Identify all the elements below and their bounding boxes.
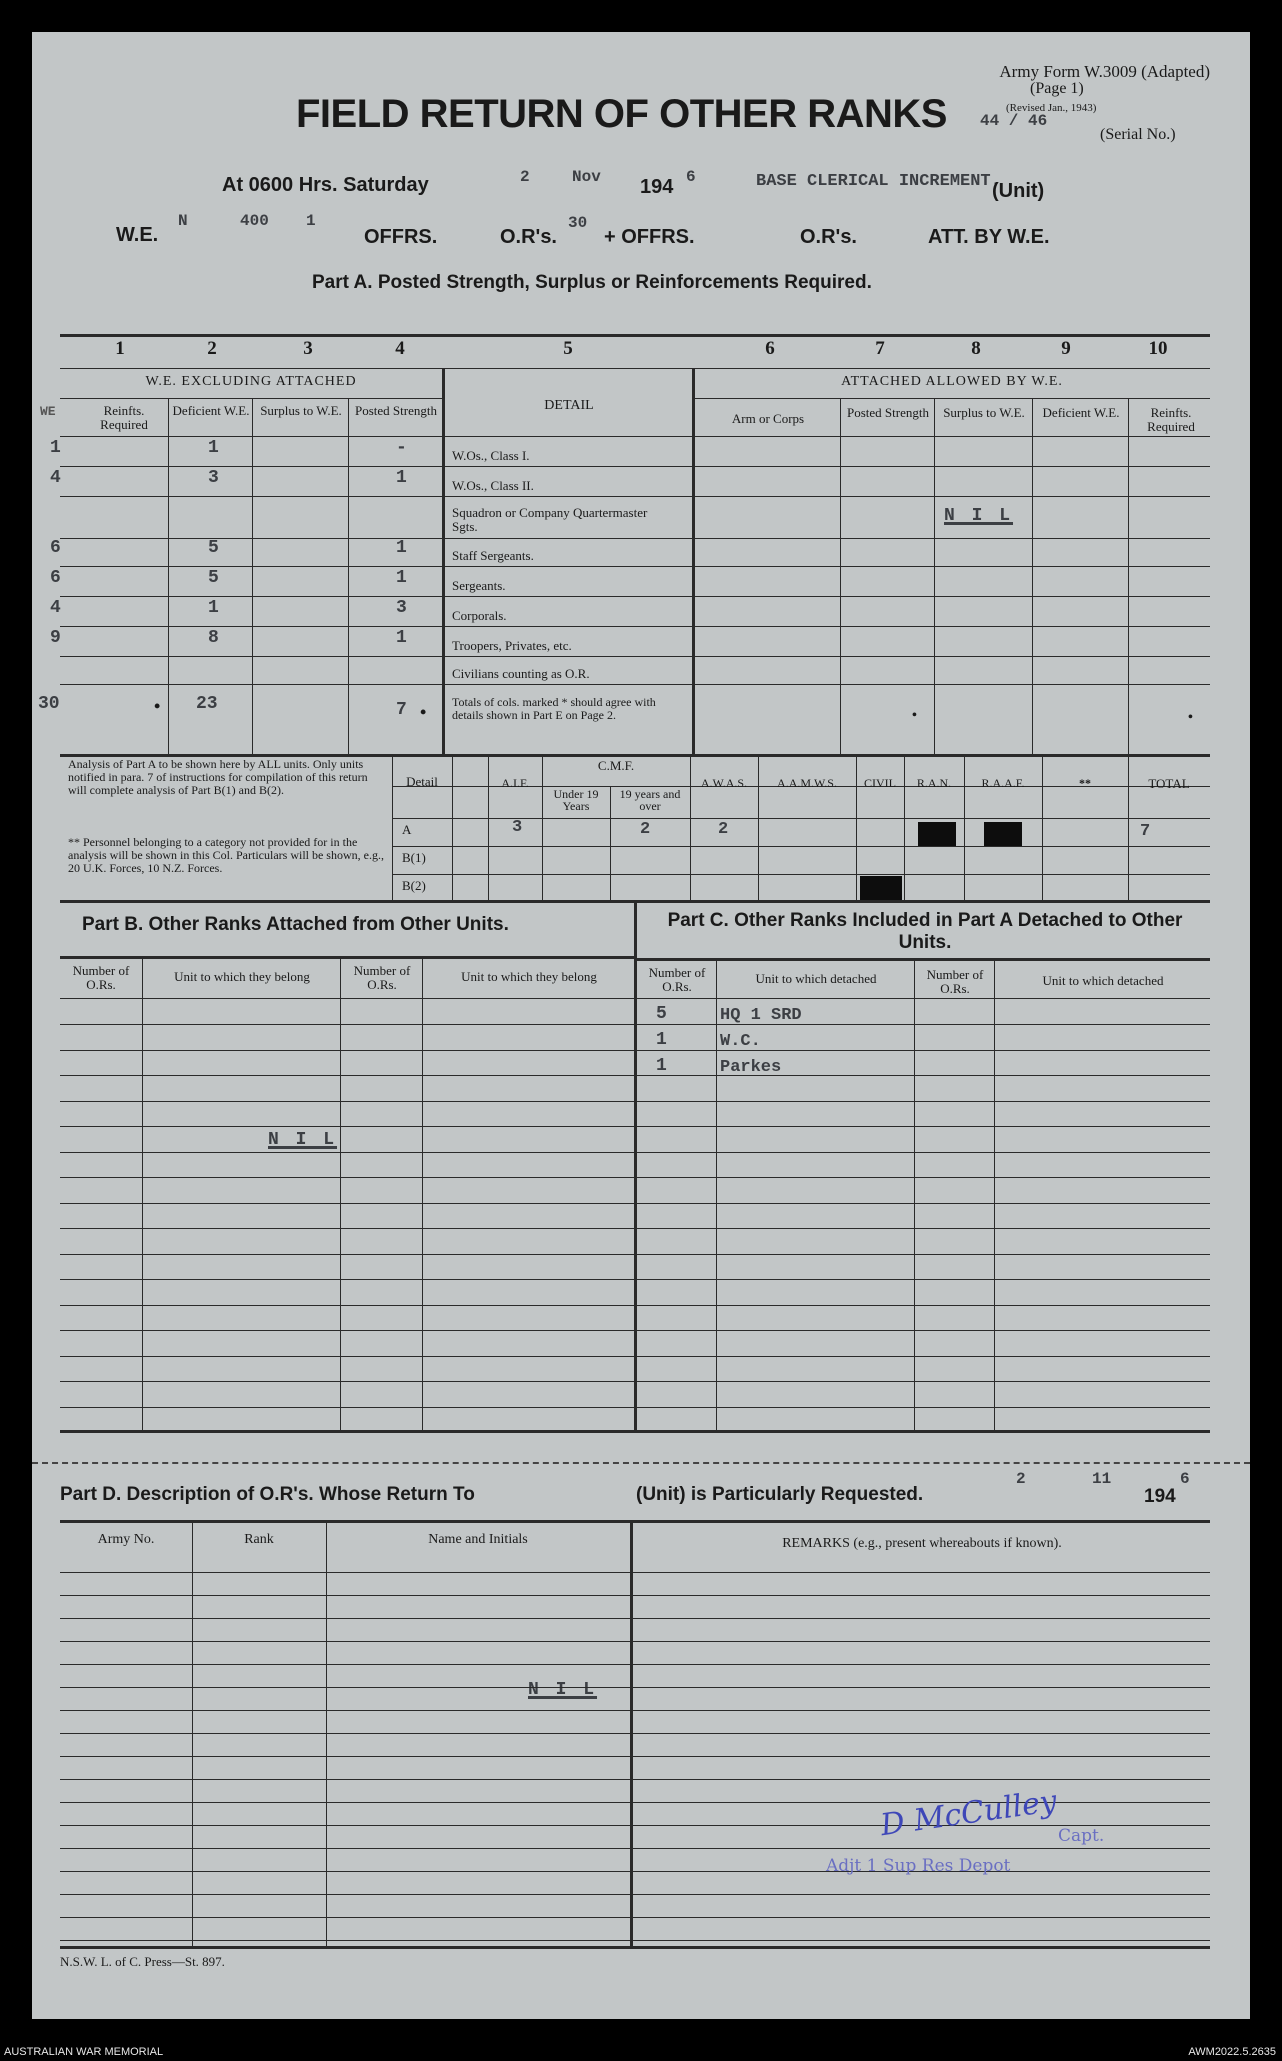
table-row-line (60, 1871, 1210, 1872)
part-b-title: Part B. Other Ranks Attached from Other Units. (82, 914, 509, 935)
analysis-under19-head: Under 19 Years (553, 787, 599, 813)
we-value-1: N (178, 212, 188, 230)
part-d-head-remarks: REMARKS (e.g., present whereabouts if known). (782, 1536, 1062, 1551)
totals-posted-mark: • (420, 702, 427, 722)
signature: D McCulley (878, 1783, 1059, 1844)
totals-we: 30 (38, 694, 60, 714)
col-num-9: 9 (1061, 338, 1071, 359)
table-row-line (60, 1126, 1210, 1127)
analysis-cmf-head: C.M.F. (597, 758, 635, 773)
table-row-line (60, 1917, 1210, 1918)
row-sgt-detail: Sergeants. (452, 578, 506, 593)
revised-date: (Revised Jan., 1943) (1006, 102, 1097, 114)
row-cpl-we: 4 (50, 598, 61, 618)
col-num-8: 8 (971, 338, 981, 359)
unit-label: (Unit) (992, 180, 1045, 202)
part-c-head-unit-1: Unit to which detached (755, 971, 877, 986)
table-row-line (60, 1687, 1210, 1688)
row-ssgt-posted: 1 (396, 538, 407, 558)
part-c-row3-unit: Parkes (720, 1058, 782, 1077)
analysis-other-head: ** (1079, 776, 1091, 790)
totals-detail: Totals of cols. marked * should agree with details shown in Part E on Page 2. (452, 695, 656, 722)
analysis-row-b2: B(2) (402, 878, 426, 893)
table-row-line (60, 1595, 1210, 1596)
head-posted-strength: Posted Strength (355, 403, 437, 418)
head-arm-or-corps: Arm or Corps (731, 411, 805, 426)
part-b-head-num-1: Number of O.Rs. (72, 963, 130, 992)
head-att-deficient: Deficient W.E. (1042, 405, 1120, 420)
adjutant-stamp: Adjt 1 Sup Res Depot (826, 1856, 1011, 1876)
row-sqms-detail: Squadron or Company Quartermaster Sgts. (452, 505, 648, 534)
part-d-head-name: Name and Initials (428, 1532, 528, 1547)
part-c-head-unit-2: Unit to which detached (1042, 973, 1164, 988)
table-row-line (60, 1228, 1210, 1229)
redaction-raaf (984, 822, 1022, 846)
part-c-row3-num: 1 (656, 1056, 667, 1076)
row-sgt-posted: 1 (396, 568, 407, 588)
tear-line (32, 1462, 1250, 1464)
row-ssgt-deficient: 5 (208, 538, 219, 558)
col-num-2: 2 (207, 338, 217, 359)
we-excluding-attached-heading: W.E. EXCLUDING ATTACHED (145, 374, 357, 389)
part-b-head-unit-1: Unit to which they belong (174, 969, 310, 984)
footer-accession: AWM2022.5.2635 (1188, 2046, 1276, 2058)
row-cpl-posted: 3 (396, 598, 407, 618)
row-pte-detail: Troopers, Privates, etc. (452, 638, 572, 653)
analysis-aamws-head: A.A.M.W.S. (777, 776, 837, 790)
we-label: W.E. (116, 224, 159, 246)
row-wo2-deficient: 3 (208, 468, 219, 488)
report-day: 2 (520, 168, 530, 186)
table-row-line (60, 1894, 1210, 1895)
analysis-note-1: Analysis of Part A to be shown here by ALL units. Only units notified in para. 7 of instructions for compilation of this return will complete analysis of Part B(1) and B(2). (68, 757, 368, 797)
table-row-line (60, 1825, 1210, 1826)
serial-label: (Serial No.) (1100, 126, 1176, 143)
row-wo2-we: 4 (50, 468, 61, 488)
part-d-date-month: 11 (1092, 1470, 1112, 1488)
table-row-line (60, 1572, 1210, 1573)
table-row-line (60, 1152, 1210, 1153)
analysis-a-total: 7 (1140, 822, 1157, 841)
head-surplus-to-we: Surplus to W.E. (260, 403, 342, 418)
row-sgt-deficient: 5 (208, 568, 219, 588)
row-cpl-detail: Corporals. (452, 608, 507, 623)
row-sgt-we: 6 (50, 568, 61, 588)
part-c-title: Part C. Other Ranks Included in Part A Detached to Other Units. (667, 910, 1183, 953)
plus-offrs-label: + OFFRS. (604, 226, 695, 248)
ors-label-2: O.R's. (800, 226, 857, 248)
analysis-aif-head: A.I.F. (501, 776, 529, 790)
row-wo2-detail: W.Os., Class II. (452, 478, 534, 493)
col-num-3: 3 (303, 338, 313, 359)
part-d-nil: N I L (528, 1680, 598, 1700)
analysis-over19-head: 19 years and over (619, 787, 681, 813)
serial-value: 44 / 46 (980, 112, 1048, 130)
row-cpl-deficient: 1 (208, 598, 219, 618)
col-num-4: 4 (395, 338, 405, 359)
table-row-line (60, 1381, 1210, 1382)
table-row-line (60, 1618, 1210, 1619)
analysis-a-awas: 2 (718, 820, 729, 839)
head-deficient-we: Deficient W.E. (172, 403, 250, 418)
signature-rank: Capt. (1058, 1826, 1105, 1846)
table-row-line (60, 1641, 1210, 1642)
table-row-line (60, 1710, 1210, 1711)
att-by-we-label: ATT. BY W.E. (928, 226, 1050, 248)
table-row-line (60, 1940, 1210, 1941)
part-d-year-digit: 6 (1180, 1470, 1190, 1488)
att-posted-mark: • (912, 708, 917, 723)
table-row-line (60, 1664, 1210, 1665)
col-num-5: 5 (563, 338, 573, 359)
head-att-reinfts: Reinfts. Required (1147, 405, 1195, 434)
ors-label: O.R's. (500, 226, 557, 248)
att-reinfts-mark: • (1188, 710, 1193, 725)
part-d-title: Part D. Description of O.R's. Whose Return To (60, 1484, 475, 1505)
part-d-year-prefix: 194 (1144, 1486, 1176, 1507)
report-year-prefix: 194 (640, 176, 674, 198)
head-reinfts-required: Reinfts. Required (100, 403, 148, 432)
table-row-line (60, 1756, 1210, 1757)
table-row-line (60, 1203, 1210, 1204)
form-title: FIELD RETURN OF OTHER RANKS (296, 92, 947, 136)
report-month: Nov (572, 168, 601, 186)
report-time-label: At 0600 Hrs. Saturday (222, 174, 429, 196)
table-row-line (60, 1279, 1210, 1280)
row-wo1-we: 1 (50, 438, 61, 458)
attached-allowed-heading: ATTACHED ALLOWED BY W.E. (841, 374, 1063, 389)
table-row-line (60, 1101, 1210, 1102)
col-num-1: 1 (115, 338, 125, 359)
row-ssgt-we: 6 (50, 538, 61, 558)
form-page (32, 32, 1250, 2019)
analysis-raaf-head: R.A.A.F. (981, 776, 1025, 790)
part-b-head-num-2: Number of O.Rs. (353, 963, 411, 992)
analysis-total-head: TOTAL (1148, 776, 1190, 791)
table-row-line (60, 1254, 1210, 1255)
ors-value: 30 (568, 214, 588, 232)
totals-deficient: 23 (196, 694, 218, 714)
part-c-row2-unit: W.C. (720, 1032, 761, 1051)
attached-nil: N I L (944, 506, 1014, 526)
redaction-ran (918, 822, 956, 846)
col-num-7: 7 (875, 338, 885, 359)
row-pte-posted: 1 (396, 628, 407, 648)
table-row-line (60, 1356, 1210, 1357)
part-c-head-num-1: Number of O.Rs. (648, 965, 706, 994)
row-wo1-posted: - (396, 438, 407, 458)
table-row-line (60, 1330, 1210, 1331)
analysis-row-a: A (402, 822, 412, 837)
table-row-line (60, 1779, 1210, 1780)
analysis-note-2: ** Personnel belonging to a category not provided for in the analysis will be shown in this Col. Particulars will be shown, e.g., 20 U.K. Forces, 10 N.Z. Forces. (68, 835, 384, 875)
table-row-line (60, 1050, 1210, 1051)
form-number: Army Form W.3009 (Adapted) (999, 62, 1210, 81)
analysis-ran-head: R.A.N. (916, 776, 952, 790)
offrs-label: OFFRS. (364, 226, 438, 248)
row-wo1-detail: W.Os., Class I. (452, 448, 530, 463)
redaction-civil (860, 876, 902, 900)
part-d-title-unit: (Unit) is Particularly Requested. (636, 1484, 924, 1505)
analysis-a-aif: 3 (512, 818, 523, 837)
part-c-row2-num: 1 (656, 1030, 667, 1050)
table-row-line (60, 1305, 1210, 1306)
row-ssgt-detail: Staff Sergeants. (452, 548, 534, 563)
totals-posted: 7 (396, 700, 407, 720)
printer-imprint: N.S.W. L. of C. Press—St. 897. (60, 1954, 225, 1969)
part-d-head-rank: Rank (244, 1532, 274, 1547)
part-c-head-num-2: Number of O.Rs. (926, 967, 984, 996)
analysis-detail-head: Detail (406, 774, 438, 789)
analysis-awas-head: A.W.A.S. (700, 776, 748, 790)
footer-credit: AUSTRALIAN WAR MEMORIAL (4, 2046, 164, 2058)
analysis-civil-head: CIVIL (864, 776, 896, 790)
row-pte-we: 9 (50, 628, 61, 648)
table-row-line (60, 1733, 1210, 1734)
part-d-head-army-no: Army No. (97, 1532, 155, 1547)
table-row-line (60, 1177, 1210, 1178)
unit-name: BASE CLERICAL INCREMENT. (756, 172, 1001, 191)
part-c-row1-unit: HQ 1 SRD (720, 1006, 802, 1025)
part-c-row1-num: 5 (656, 1004, 667, 1024)
table-row-line (60, 1075, 1210, 1076)
part-a-title: Part A. Posted Strength, Surplus or Reinforcements Required. (312, 272, 872, 293)
we-value-2: 400 (240, 212, 269, 230)
row-pte-deficient: 8 (208, 628, 219, 648)
totals-we-mark: • (154, 696, 161, 716)
table-row-line (60, 1407, 1210, 1408)
row-wo2-posted: 1 (396, 468, 407, 488)
analysis-a-over19: 2 (640, 820, 651, 839)
head-detail: DETAIL (544, 398, 594, 413)
we-value-3: 1 (306, 212, 316, 230)
row-civ-detail: Civilians counting as O.R. (452, 666, 590, 681)
table-row-line (60, 1848, 1210, 1849)
we-column-mark: WE (40, 404, 56, 419)
part-d-date-day: 2 (1016, 1470, 1026, 1488)
row-wo1-deficient: 1 (208, 438, 219, 458)
page-number: (Page 1) (1030, 80, 1084, 97)
report-year-digit: 6 (686, 168, 696, 186)
head-att-posted-strength: Posted Strength (847, 405, 929, 420)
part-b-nil: N I L (268, 1130, 338, 1150)
part-b-head-unit-2: Unit to which they belong (461, 969, 597, 984)
col-num-6: 6 (765, 338, 775, 359)
head-att-surplus: Surplus to W.E. (943, 405, 1025, 420)
table-row-line (60, 1024, 1210, 1025)
col-num-10: 10 (1148, 338, 1168, 359)
analysis-row-b1: B(1) (402, 850, 426, 865)
